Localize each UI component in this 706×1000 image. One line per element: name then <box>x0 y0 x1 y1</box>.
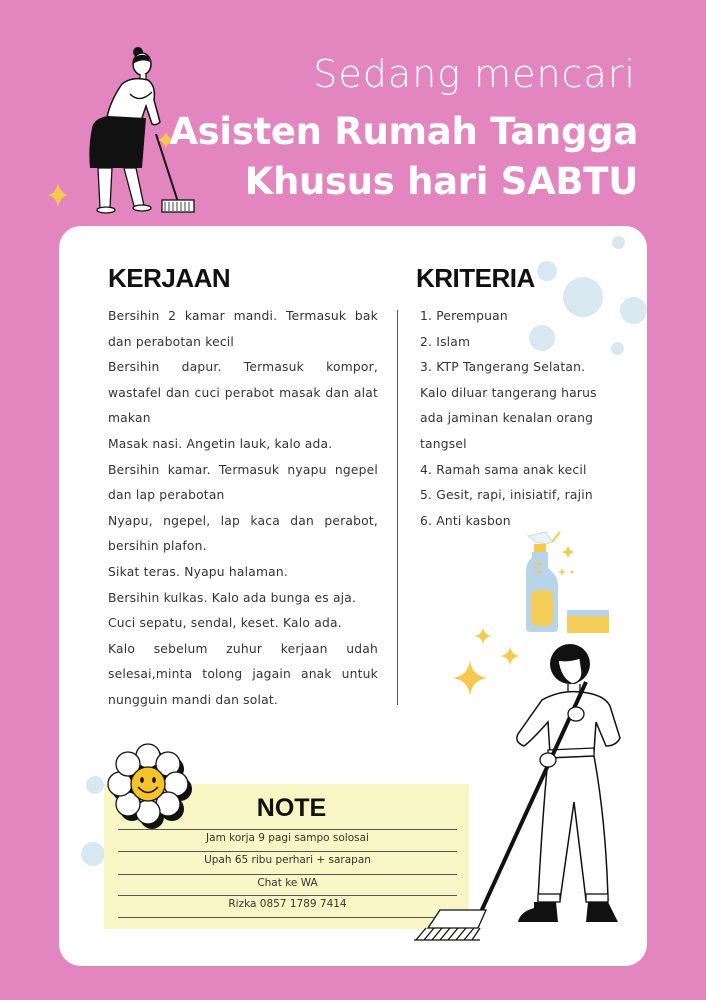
divider <box>118 917 457 918</box>
bubble-decoration <box>620 297 647 324</box>
list-item: Bersihin 2 kamar mandi. Termasuk bak dan perabotan kecil <box>108 309 378 349</box>
kerjaan-list <box>108 304 378 714</box>
note-line-text: Rizka 0857 1789 7414 <box>228 898 347 910</box>
list-item: Bersihin dapur. Termasuk kompor, wastafel dan cuci perabot masak dan alat makan <box>108 360 378 426</box>
list-item: 1. Perempuan <box>420 309 508 323</box>
bubble-decoration <box>537 261 557 281</box>
kriteria-list <box>420 304 610 534</box>
list-item: Bersihin kamar. Termasuk nyapu ngepel dan lap perabotan <box>108 462 378 503</box>
note-line-text: Jam korja 9 pagi sampo solosai <box>206 832 369 844</box>
list-item: Masak nasi. Angetin lauk, kalo ada. <box>108 436 333 451</box>
sparkle-icon <box>48 183 68 207</box>
list-item: 2. Islam <box>420 334 471 349</box>
kerjaan-heading: KERJAAN <box>108 263 231 293</box>
list-item: Cuci sepatu, sendal, keset. Kalo ada. <box>108 616 342 631</box>
page-title-line1: Asisten Rumah Tangga <box>169 110 638 153</box>
divider <box>118 829 457 830</box>
bubble-decoration <box>86 776 104 794</box>
note-heading: NOTE <box>256 794 327 822</box>
list-item: 6. Anti kasbon <box>420 513 511 528</box>
page-title-line2: Khusus hari SABTU <box>244 160 638 203</box>
list-item: Nyapu, ngepel, lap kaca dan perabot, bersihin plafon. <box>108 513 378 554</box>
column-divider <box>397 310 398 705</box>
kriteria-heading: KRITERIA <box>416 263 535 293</box>
note-line-text: Upah 65 ribu perhari + sarapan <box>204 854 371 866</box>
list-item: 5. Gesit, rapi, inisiatif, rajin <box>420 488 593 503</box>
divider <box>118 874 457 875</box>
woman-with-mop-illustration <box>410 642 625 947</box>
subtitle: Sedang mencari <box>313 52 636 96</box>
header <box>0 0 706 225</box>
sponge-icon <box>567 610 609 634</box>
bubble-decoration <box>81 842 105 866</box>
bubble-decoration <box>612 236 625 249</box>
divider <box>118 851 457 852</box>
note-line-text: Chat ke WA <box>257 877 318 889</box>
smiley-daisy-icon <box>106 743 192 829</box>
list-item: Sikat teras. Nyapu halaman. <box>108 564 289 579</box>
bubble-decoration <box>611 342 624 355</box>
list-item: Bersihin kulkas. Kalo ada bunga es aja. <box>108 590 357 605</box>
list-item: 3. KTP Tangerang Selatan. Kalo diluar tangerang harus ada jaminan kenalan orang tangsel <box>420 360 597 451</box>
list-item: 4. Ramah sama anak kecil <box>420 462 587 477</box>
divider <box>118 895 457 896</box>
list-item: Kalo sebelum zuhur kerjaan udah selesai,minta tolong jagain anak untuk nungguin mandi dan solat. <box>108 641 378 707</box>
